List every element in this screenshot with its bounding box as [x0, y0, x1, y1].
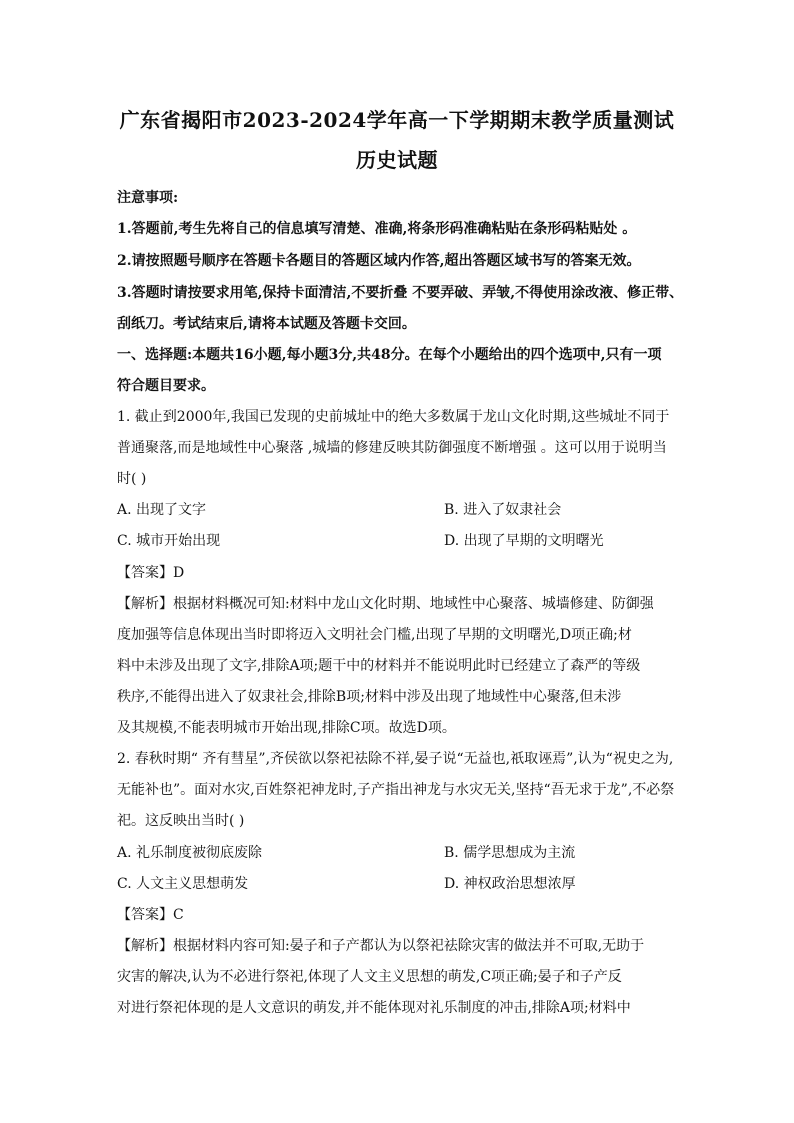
- exam-title: 广东省揭阳市2023-2024学年高一下学期期末教学质量测试: [119, 108, 675, 132]
- notice-item-2: 2.请按照题号顺序在答题卡各题目的答题区域内作答,超出答题区域书写的答案无效。: [117, 253, 641, 269]
- q2-explanation-1: 【解析】根据材料内容可知:晏子和子产都认为以祭祀祛除灾害的做法并不可取,无助于: [117, 938, 645, 954]
- notice-item-3-cont: 刮纸刀。考试结束后,请将本试题及答题卡交回。: [117, 316, 416, 332]
- q2-explanation-2: 灾害的解决,认为不必进行祭祀,体现了人文主义思想的萌发,C项正确;晏子和子产反: [117, 969, 622, 985]
- q2-explanation-3: 对进行祭祀体现的是人文意识的萌发,并不能体现对礼乐制度的冲击,排除A项;材料中: [117, 1000, 631, 1016]
- section-heading: 一、选择题:本题共16小题,每小题3分,共48分。在每个小题给出的四个选项中,只有一项: [117, 347, 662, 363]
- q1-explanation-3: 料中未涉及出现了文字,排除A项;题干中的材料并不能说明此时已经建立了森严的等级: [117, 658, 641, 674]
- q1-stem-1: 1. 截止到2000年,我国已发现的史前城址中的绝大多数属于龙山文化时期,这些城址不同于: [117, 409, 670, 425]
- q2-stem-1: 2. 春秋时期“ 齐有彗星”,齐侯欲以祭祀祛除不祥,晏子说“无益也,祇取诬焉”,认为“祝史之为,: [117, 751, 674, 767]
- q1-option-c: C. 城市开始出现: [117, 533, 221, 549]
- q2-answer: 【答案】C: [117, 907, 184, 923]
- q1-answer: 【答案】D: [117, 565, 185, 581]
- q1-explanation-5: 及其规模,不能表明城市开始出现,排除C项。故选D项。: [117, 720, 456, 736]
- q2-option-d: D. 神权政治思想浓厚: [444, 876, 576, 892]
- section-heading-cont: 符合题目要求。: [117, 378, 215, 394]
- q1-explanation-2: 度加强等信息体现出当时即将迈入文明社会门槛,出现了早期的文明曙光,D项正确;材: [117, 627, 632, 643]
- q1-option-b: B. 进入了奴隶社会: [444, 502, 562, 518]
- exam-subtitle: 历史试题: [356, 148, 438, 172]
- q2-option-c: C. 人文主义思想萌发: [117, 876, 249, 892]
- q1-stem-2: 普通聚落,而是地域性中心聚落 ,城墙的修建反映其防御强度不断增强 。这可以用于说明当: [117, 440, 667, 456]
- notice-heading: 注意事项:: [117, 190, 179, 206]
- q1-option-d: D. 出现了早期的文明曙光: [444, 533, 604, 549]
- q1-explanation-1: 【解析】根据材料概况可知:材料中龙山文化时期、地域性中心聚落、城墙修建、防御强: [117, 596, 654, 612]
- q2-stem-3: 祀。这反映出当时( ): [117, 813, 245, 829]
- q1-option-a: A. 出现了文字: [117, 502, 207, 518]
- q2-option-b: B. 儒学思想成为主流: [444, 845, 576, 861]
- notice-item-1: 1.答题前,考生先将自己的信息填写清楚、准确,将条形码准确粘贴在条形码粘贴处 。: [117, 221, 637, 237]
- q2-option-a: A. 礼乐制度被彻底废除: [117, 845, 263, 861]
- q2-stem-2: 无能补也”。面对水灾,百姓祭祀神龙时,子产指出神龙与水灾无关,坚持“吾无求于龙”,不必祭: [117, 782, 675, 798]
- q1-explanation-4: 秩序,不能得出进入了奴隶社会,排除B项;材料中涉及出现了地域性中心聚落,但未涉: [117, 689, 622, 705]
- q1-stem-3: 时( ): [117, 471, 147, 487]
- notice-item-3: 3.答题时请按要求用笔,保持卡面清洁,不要折叠 不要弄破、弄皱,不得使用涂改液、修正带、: [117, 285, 684, 301]
